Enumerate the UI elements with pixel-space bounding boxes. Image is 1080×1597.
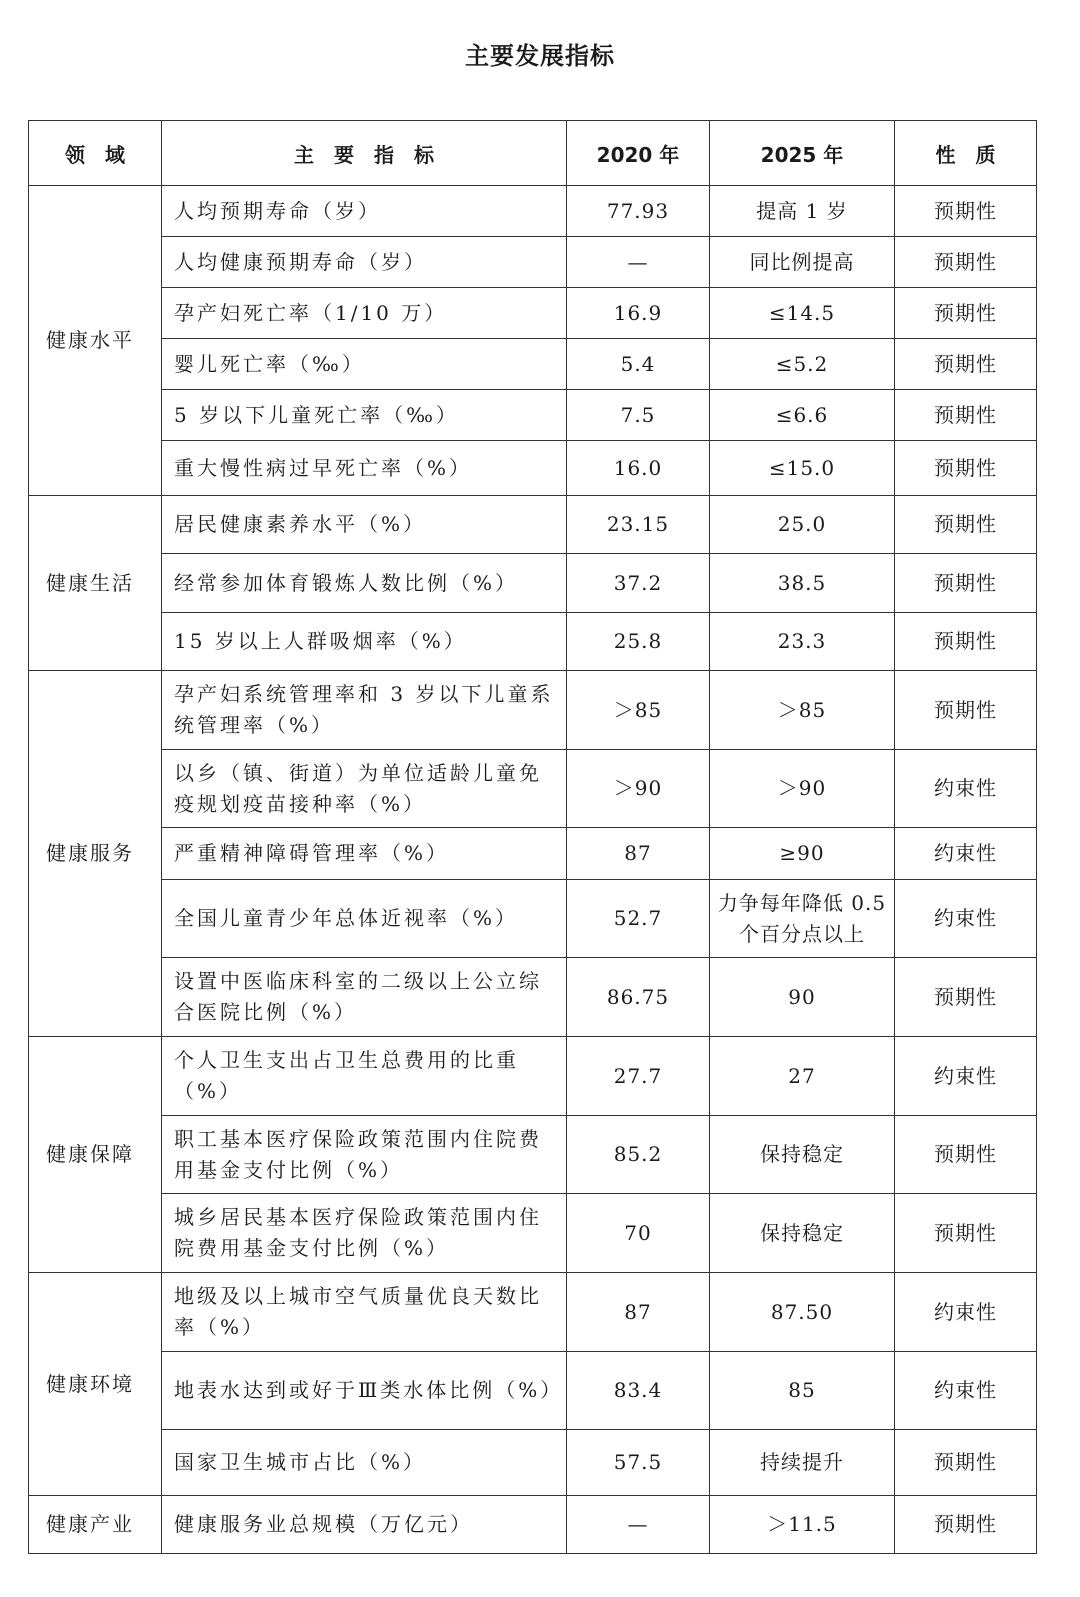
table-row — [29, 441, 1037, 496]
value-2020-cell: ＞90 — [567, 750, 710, 828]
indicator-cell: 人均预期寿命（岁） — [162, 186, 567, 237]
table-row — [29, 237, 1037, 288]
value-2020-cell: 87 — [567, 828, 710, 880]
value-2025-cell: 持续提升 — [710, 1430, 895, 1496]
value-2025-cell: 保持稳定 — [710, 1194, 895, 1273]
domain-cell: 健康服务 — [29, 671, 162, 1037]
nature-cell: 预期性 — [895, 1116, 1037, 1194]
table-row — [29, 1430, 1037, 1496]
table-row — [29, 1116, 1037, 1194]
indicator-cell: 健康服务业总规模（万亿元） — [162, 1496, 567, 1554]
table-row — [29, 1496, 1037, 1554]
indicator-cell: 15 岁以上人群吸烟率（%） — [162, 613, 567, 671]
value-2025-cell: 力争每年降低 0.5 个百分点以上 — [710, 880, 895, 958]
value-2025-cell: ≤14.5 — [710, 288, 895, 339]
nature-cell: 约束性 — [895, 750, 1037, 828]
indicator-cell: 婴儿死亡率（‰） — [162, 339, 567, 390]
table-row — [29, 1194, 1037, 1273]
value-2020-cell: 70 — [567, 1194, 710, 1273]
indicator-cell: 地表水达到或好于Ⅲ类水体比例（%） — [162, 1352, 567, 1430]
nature-cell: 预期性 — [895, 237, 1037, 288]
header-domain: 领 域 — [29, 121, 162, 186]
value-2020-cell: — — [567, 237, 710, 288]
domain-cell: 健康保障 — [29, 1037, 162, 1273]
indicator-cell: 职工基本医疗保险政策范围内住院费用基金支付比例（%） — [162, 1116, 567, 1194]
indicator-cell: 5 岁以下儿童死亡率（‰） — [162, 390, 567, 441]
value-2025-cell: ≤5.2 — [710, 339, 895, 390]
nature-cell: 约束性 — [895, 828, 1037, 880]
domain-cell: 健康生活 — [29, 496, 162, 671]
value-2020-cell: ＞85 — [567, 671, 710, 750]
value-2020-cell: 37.2 — [567, 554, 710, 613]
value-2020-cell: — — [567, 1496, 710, 1554]
nature-cell: 预期性 — [895, 1430, 1037, 1496]
indicator-cell: 经常参加体育锻炼人数比例（%） — [162, 554, 567, 613]
value-2020-cell: 16.0 — [567, 441, 710, 496]
table-row — [29, 880, 1037, 958]
table-row — [29, 186, 1037, 237]
indicator-cell: 地级及以上城市空气质量优良天数比率（%） — [162, 1273, 567, 1352]
header-indicator: 主 要 指 标 — [162, 121, 567, 186]
indicator-cell: 个人卫生支出占卫生总费用的比重（%） — [162, 1037, 567, 1116]
table-row — [29, 1352, 1037, 1430]
indicator-cell: 全国儿童青少年总体近视率（%） — [162, 880, 567, 958]
value-2025-cell: 90 — [710, 958, 895, 1037]
domain-cell: 健康水平 — [29, 186, 162, 496]
value-2020-cell: 16.9 — [567, 288, 710, 339]
header-2025: 2025 年 — [710, 121, 895, 186]
table-row — [29, 958, 1037, 1037]
table-row — [29, 554, 1037, 613]
value-2020-cell: 23.15 — [567, 496, 710, 554]
value-2025-cell: 23.3 — [710, 613, 895, 671]
indicator-cell: 孕产妇死亡率（1/10 万） — [162, 288, 567, 339]
nature-cell: 预期性 — [895, 441, 1037, 496]
nature-cell: 约束性 — [895, 880, 1037, 958]
table-row — [29, 828, 1037, 880]
nature-cell: 约束性 — [895, 1352, 1037, 1430]
indicator-cell: 严重精神障碍管理率（%） — [162, 828, 567, 880]
table-row — [29, 339, 1037, 390]
value-2020-cell: 83.4 — [567, 1352, 710, 1430]
value-2025-cell: 85 — [710, 1352, 895, 1430]
nature-cell: 预期性 — [895, 671, 1037, 750]
table-row — [29, 1037, 1037, 1116]
table-row — [29, 1273, 1037, 1352]
indicator-cell: 重大慢性病过早死亡率（%） — [162, 441, 567, 496]
value-2025-cell: ≤6.6 — [710, 390, 895, 441]
table-row — [29, 750, 1037, 828]
value-2020-cell: 77.93 — [567, 186, 710, 237]
nature-cell: 预期性 — [895, 958, 1037, 1037]
indicator-cell: 城乡居民基本医疗保险政策范围内住院费用基金支付比例（%） — [162, 1194, 567, 1273]
table-row — [29, 496, 1037, 554]
nature-cell: 约束性 — [895, 1037, 1037, 1116]
table-body — [29, 186, 1037, 1554]
value-2025-cell: ＞85 — [710, 671, 895, 750]
value-2020-cell: 85.2 — [567, 1116, 710, 1194]
header-2020: 2020 年 — [567, 121, 710, 186]
nature-cell: 预期性 — [895, 186, 1037, 237]
nature-cell: 预期性 — [895, 554, 1037, 613]
value-2020-cell: 52.7 — [567, 880, 710, 958]
indicator-cell: 设置中医临床科室的二级以上公立综合医院比例（%） — [162, 958, 567, 1037]
value-2025-cell: 87.50 — [710, 1273, 895, 1352]
value-2020-cell: 7.5 — [567, 390, 710, 441]
nature-cell: 预期性 — [895, 613, 1037, 671]
table-row — [29, 390, 1037, 441]
value-2025-cell: 提高 1 岁 — [710, 186, 895, 237]
value-2020-cell: 5.4 — [567, 339, 710, 390]
value-2020-cell: 27.7 — [567, 1037, 710, 1116]
value-2020-cell: 87 — [567, 1273, 710, 1352]
table-row — [29, 671, 1037, 750]
nature-cell: 约束性 — [895, 1273, 1037, 1352]
nature-cell: 预期性 — [895, 496, 1037, 554]
indicator-cell: 以乡（镇、街道）为单位适龄儿童免疫规划疫苗接种率（%） — [162, 750, 567, 828]
table-row — [29, 613, 1037, 671]
value-2025-cell: ≥90 — [710, 828, 895, 880]
header-row — [29, 121, 1037, 186]
value-2025-cell: 同比例提高 — [710, 237, 895, 288]
indicator-cell: 国家卫生城市占比（%） — [162, 1430, 567, 1496]
nature-cell: 预期性 — [895, 390, 1037, 441]
table-row — [29, 288, 1037, 339]
value-2020-cell: 57.5 — [567, 1430, 710, 1496]
indicators-table — [28, 120, 1037, 1554]
value-2025-cell: 27 — [710, 1037, 895, 1116]
value-2020-cell: 86.75 — [567, 958, 710, 1037]
header-nature: 性 质 — [895, 121, 1037, 186]
value-2025-cell: 25.0 — [710, 496, 895, 554]
indicator-cell: 居民健康素养水平（%） — [162, 496, 567, 554]
page-title: 主要发展指标 — [465, 42, 615, 70]
indicator-cell: 人均健康预期寿命（岁） — [162, 237, 567, 288]
value-2025-cell: 38.5 — [710, 554, 895, 613]
domain-cell: 健康产业 — [29, 1496, 162, 1554]
value-2025-cell: ≤15.0 — [710, 441, 895, 496]
nature-cell: 预期性 — [895, 1194, 1037, 1273]
nature-cell: 预期性 — [895, 288, 1037, 339]
value-2025-cell: ＞90 — [710, 750, 895, 828]
value-2025-cell: 保持稳定 — [710, 1116, 895, 1194]
indicator-cell: 孕产妇系统管理率和 3 岁以下儿童系统管理率（%） — [162, 671, 567, 750]
domain-cell: 健康环境 — [29, 1273, 162, 1496]
nature-cell: 预期性 — [895, 339, 1037, 390]
value-2025-cell: ＞11.5 — [710, 1496, 895, 1554]
nature-cell: 预期性 — [895, 1496, 1037, 1554]
value-2020-cell: 25.8 — [567, 613, 710, 671]
